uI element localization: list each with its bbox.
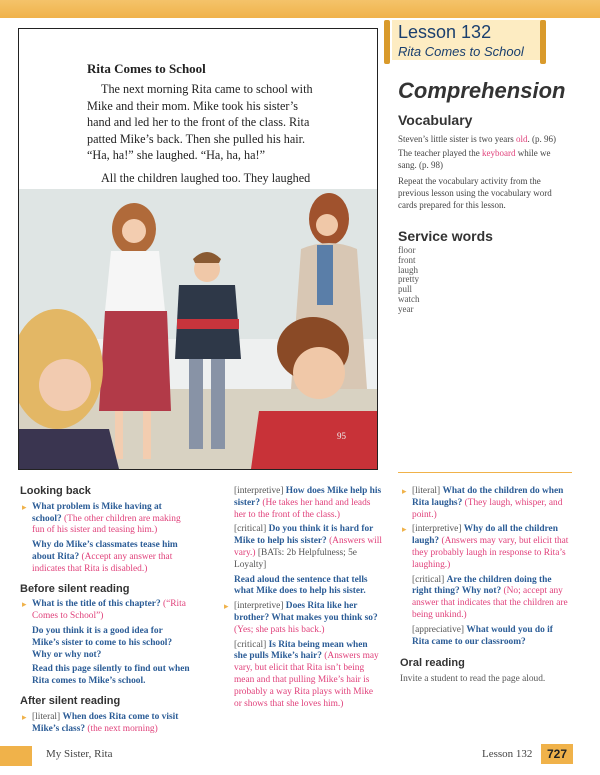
vocab-sentence-2: The teacher played the keyboard while we sang. (p. 98) xyxy=(398,148,551,170)
vocab-word: keyboard xyxy=(481,148,516,158)
oral-reading-heading: Oral reading xyxy=(400,657,465,670)
question: Read this page silently to find out when Rita comes to Mike’s school. xyxy=(32,664,190,687)
service-words-list xyxy=(398,246,420,315)
classroom-illustration xyxy=(19,189,377,469)
vocabulary-heading: Vocabulary xyxy=(398,112,473,128)
service-word: pretty xyxy=(398,274,419,285)
before-reading-heading: Before silent reading xyxy=(20,582,130,595)
after-reading-heading: After silent reading xyxy=(20,694,121,707)
divider xyxy=(398,472,572,473)
pencil-decoration xyxy=(540,20,546,64)
question: Why do Mike’s classmates tease him about Rita? (Accept any answer that indicates that Rita is disabled.) xyxy=(32,540,178,574)
student-page xyxy=(18,28,378,470)
pencil-decoration xyxy=(384,20,390,64)
footer-color-bar xyxy=(0,746,32,766)
question: ▸ [interpretive] Does Rita like her brother? What makes you think so? (Yes; she pats his back.) xyxy=(234,601,382,636)
page-number: 727 xyxy=(541,744,573,764)
vocab-instruction: Repeat the vocabulary activity from the previous lesson using the vocabulary word cards prepared for this lesson. xyxy=(398,176,552,210)
discussion-column-1 xyxy=(20,486,190,738)
footer-book-title: My Sister, Rita xyxy=(46,748,113,760)
student-page-title: Rita Comes to School xyxy=(87,61,206,76)
question: Read aloud the sentence that tells what Mike does to help his sister. xyxy=(234,574,368,597)
looking-back-heading: Looking back xyxy=(20,485,91,497)
question: ▸ [literal] What do the children do when Rita laughs? (They laugh, whisper, and point.) xyxy=(412,486,572,521)
question: ▸ [literal] When does Rita come to visit Mike’s class? (the next morning) xyxy=(32,712,190,736)
question: [critical] Are the children doing the right thing? Why not? (No; accept any answer that indicates that the children are being unkind.) xyxy=(412,574,568,620)
service-word: year xyxy=(398,303,414,314)
lesson-subtitle: Rita Comes to School xyxy=(398,44,524,59)
question: ▸ What is the title of this chapter? (“Rita Comes to School”) xyxy=(32,599,190,623)
question: Do you think it is a good idea for Mike’s sister to come to his school? Why or why not? xyxy=(32,625,173,660)
student-page-number: 95 xyxy=(337,431,346,441)
story-paragraph-2: All the children laughed too. They laughed xyxy=(101,170,311,185)
vocab-word: old xyxy=(515,134,528,144)
service-word: laugh xyxy=(398,264,418,275)
discussion-column-2 xyxy=(222,486,382,713)
story-paragraph-1: The next morning Rita came to school with Mike and their mom. Mike took his sister’s hand and led her to the front of the class. Rita patted Mike’s back. Then she pulled his hair. “Ha, ha!” she laughed. “Ha, ha, ha!” xyxy=(87,82,313,162)
question: ▸ What problem is Mike having at school? (The other children are making fun of his sister and teasing him.) xyxy=(32,502,190,537)
lesson-number: Lesson 132 xyxy=(398,22,492,42)
question: ▸ [interpretive] Why do all the children laugh? (Answers may vary, but elicit that they probably laugh in response to Rita’s laughing.) xyxy=(412,524,572,571)
service-word: front xyxy=(398,254,416,265)
top-color-bar xyxy=(0,0,600,18)
footer-lesson: Lesson 132 xyxy=(482,748,533,760)
question: [critical] Is Rita being mean when she pulls Mike’s hair? (Answers may vary, but elicit that Rita isn’t being mean and that pulling Mike’s hair is probably a way Rita plays with Mike or shows that she loves him.) xyxy=(234,639,379,709)
discussion-column-3 xyxy=(400,486,572,686)
service-word: watch xyxy=(398,293,420,304)
question: [interpretive] How does Mike help his sister? (He takes her hand and leads her to the front of the class.) xyxy=(234,486,382,520)
oral-reading-text: Invite a student to read the page aloud. xyxy=(400,674,546,685)
service-word: floor xyxy=(398,245,416,255)
service-word: pull xyxy=(398,284,413,295)
question: [appreciative] What would you do if Rita came to our classroom? xyxy=(412,624,553,647)
service-words-heading: Service words xyxy=(398,228,493,244)
section-title: Comprehension xyxy=(398,78,566,103)
question: [critical] Do you think it is hard for Mike to help his sister? (Answers will vary.) [BATs: 2b Helpfulness; 5e Loyalty] xyxy=(234,524,382,570)
vocab-sentence-1: Steven’s little sister is two years old. (p. 96) xyxy=(398,134,556,144)
